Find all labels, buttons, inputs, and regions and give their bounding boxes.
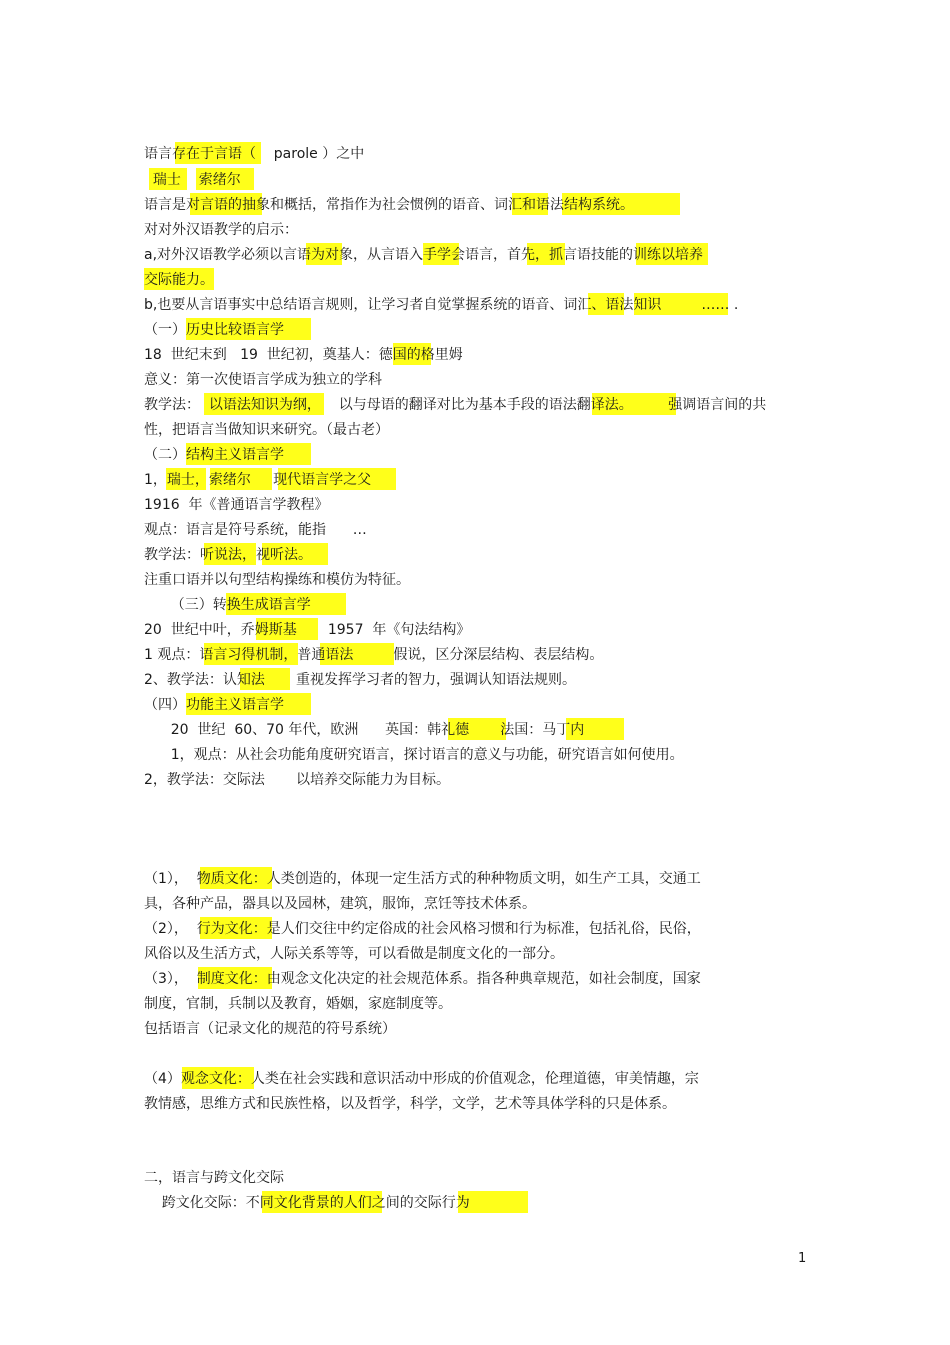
text-line: 教学法：听说法，视听法。: [144, 547, 312, 563]
text-line: 20 世纪 60、70 年代，欧洲 英国：韩礼德 法国：马丁内: [144, 722, 585, 738]
text-line: 包括语言（记录文化的规范的符号系统）: [144, 1021, 396, 1037]
text-line: 具，各种产品，器具以及园林，建筑，服饰，烹饪等技术体系。: [144, 896, 536, 912]
text-line: （1）， 物质文化：人类创造的，体现一定生活方式的种种物质文明，如生产工具，交通工: [144, 871, 701, 887]
text-line: 瑞士 索绪尔: [144, 172, 241, 188]
section-heading: （一）历史比较语言学: [144, 322, 284, 338]
text-line: 意义：第一次使语言学成为独立的学科: [144, 372, 382, 388]
text-line: 2、教学法：认知法 重视发挥学习者的智力，强调认知语法规则。: [144, 672, 577, 688]
section-heading: （二）结构主义语言学: [144, 447, 284, 463]
text-line: 教学法： 以语法知识为纲， 以与母语的翻译对比为基本手段的语法翻译法。 强调语言间的共: [144, 397, 767, 413]
text-line: 1，观点：从社会功能角度研究语言，探讨语言的意义与功能，研究语言如何使用。: [144, 747, 684, 763]
text-line: 制度，官制，兵制以及教育，婚姻，家庭制度等。: [144, 996, 452, 1012]
text-line: 1916 年《普通语言学教程》: [144, 497, 329, 513]
text-line: （2）， 行为文化：是人们交往中约定俗成的社会风格习惯和行为标准，包括礼俗，民俗，: [144, 921, 701, 937]
text-line: 1 观点：语言习得机制，普通语法 假说，区分深层结构、表层结构。: [144, 647, 604, 663]
text-line: 18 世纪末到 19 世纪初，奠基人：德国的格里姆: [144, 347, 463, 363]
text-line: 语言存在于言语（ parole ）之中: [144, 146, 365, 162]
text-line: 2，教学法：交际法 以培养交际能力为目标。: [144, 772, 451, 788]
section-heading: （四）功能主义语言学: [144, 697, 284, 713]
text-line: 风俗以及生活方式，人际关系等等，可以看做是制度文化的一部分。: [144, 946, 564, 962]
text-line: 注重口语并以句型结构操练和模仿为特征。: [144, 572, 410, 588]
text-line: 20 世纪中叶，乔姆斯基 1957 年《句法结构》: [144, 622, 471, 638]
text-line: 交际能力。: [144, 272, 214, 288]
page-number: 1: [798, 1251, 807, 1266]
text-line: a,对外汉语教学必须以言语为对象，从言语入手学会语言，首先，抓言语技能的训练以培养: [144, 247, 704, 263]
text-line: 语言是对言语的抽象和概括，常指作为社会惯例的语音、词汇和语法结构系统。: [144, 197, 634, 213]
text-line: （4）观念文化：人类在社会实践和意识活动中形成的价值观念，伦理道德，审美情趣，宗: [144, 1071, 699, 1087]
text-line: 跨文化交际：不同文化背景的人们之间的交际行为: [144, 1195, 470, 1211]
text-line: b,也要从言语事实中总结语言规则，让学习者自觉掌握系统的语音、词汇、语法知识 …… .: [144, 297, 739, 313]
text-line: 性，把语言当做知识来研究。（最古老）: [144, 422, 389, 438]
section-heading: 二，语言与跨文化交际: [144, 1170, 284, 1186]
text-line: （3）， 制度文化：由观念文化决定的社会规范体系。指各种典章规范，如社会制度，国家: [144, 971, 701, 987]
section-heading: （三）转换生成语言学: [144, 597, 311, 613]
text-line: 1，瑞士，索绪尔 现代语言学之父: [144, 472, 372, 488]
text-line: 对对外汉语教学的启示：: [144, 222, 298, 238]
text-line: 教情感，思维方式和民族性格，以及哲学，科学，文学，艺术等具体学科的只是体系。: [144, 1096, 676, 1112]
text-line: 观点：语言是符号系统，能指 …: [144, 522, 367, 538]
